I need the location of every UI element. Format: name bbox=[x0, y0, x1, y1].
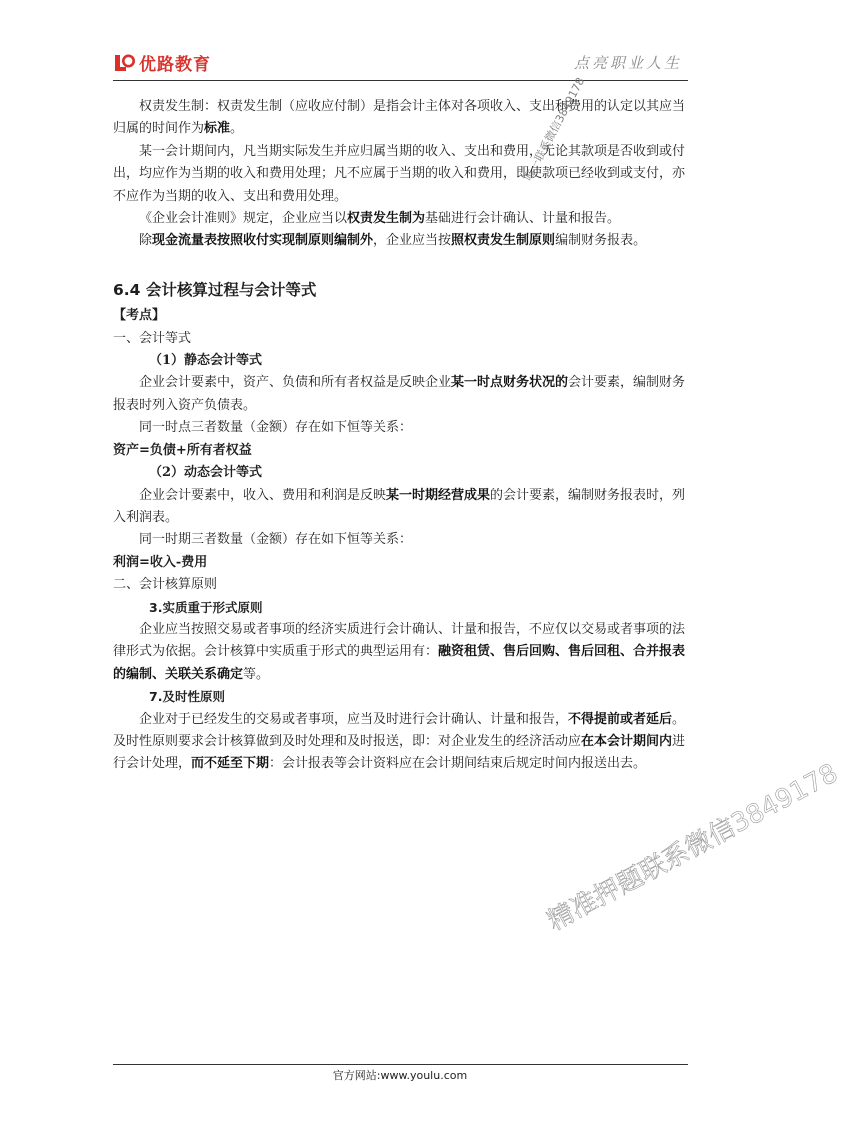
kaodian-label: 【考点】 bbox=[113, 308, 166, 324]
paragraph-accrual-explanation: 某一会计期间内，凡当期实际发生并应归属当期的收入、支出和费用，无论其款项是否收到或付出，均应作为当期的收入和费用处理；凡不应属于当期的收入和费用，即使款项已经收到或支付，亦不应作为当期的收入、支出和费用处理。 bbox=[113, 143, 686, 204]
equation-static: 资产=负债+所有者权益 bbox=[113, 442, 252, 458]
brand-logo bbox=[113, 50, 211, 75]
heading-accounting-equation: 一、会计等式 bbox=[113, 330, 192, 346]
paragraph-dynamic-relation: 同一时期三者数量（金额）存在如下恒等关系： bbox=[139, 532, 413, 548]
paragraph-static-elements: 企业会计要素中，资产、负债和所有者权益是反映企业某一时点财务状况的会计要素，编制财务报表时列入资产负债表。 bbox=[113, 375, 686, 413]
page-header bbox=[113, 48, 688, 81]
paragraph-accounting-standard: 《企业会计准则》规定，企业应当以权责发生制为基础进行会计确认、计量和报告。 bbox=[139, 211, 621, 227]
paragraph-cash-flow-exception: 除现金流量表按照收付实现制原则编制外，企业应当按照权责发生制原则编制财务报表。 bbox=[139, 233, 647, 249]
heading-static-equation: （1）静态会计等式 bbox=[149, 353, 263, 369]
equation-dynamic: 利润=收入-费用 bbox=[113, 554, 208, 570]
footer-website: 官方网站:www.youlu.com bbox=[332, 1069, 468, 1082]
footer-divider bbox=[113, 1064, 688, 1065]
paragraph-accrual-definition: 权责发生制：权责发生制（应收应付制）是指会计主体对各项收入、支出和费用的认定以其应当归属的时间作为标准。 bbox=[113, 99, 686, 137]
paragraph-substance-over-form: 企业应当按照交易或者事项的经济实质进行会计确认、计量和报告，不应仅以交易或者事项的法律形式为依据。会计核算中实质重于形式的典型运用有：融资租赁、售后回购、售后回租、合并报表的编制、关联关系确定等。 bbox=[113, 621, 686, 682]
heading-dynamic-equation: （2）动态会计等式 bbox=[149, 465, 263, 481]
paragraph-dynamic-elements: 企业会计要素中，收入、费用和利润是反映某一时期经营成果的会计要素，编制财务报表时，列入利润表。 bbox=[113, 487, 686, 525]
heading-timeliness: 7.及时性原则 bbox=[149, 689, 225, 705]
section-title: 6.4 会计核算过程与会计等式 bbox=[113, 280, 317, 299]
heading-substance-over-form: 3.实质重于形式原则 bbox=[149, 599, 263, 615]
brand-name: 优路教育 bbox=[139, 55, 211, 75]
watermark-small: 唯一联系微信3849178 bbox=[521, 75, 588, 184]
document-body bbox=[113, 96, 689, 776]
heading-accounting-principles: 二、会计核算原则 bbox=[113, 577, 218, 593]
paragraph-static-relation: 同一时点三者数量（金额）存在如下恒等关系： bbox=[139, 420, 413, 436]
watermark-large: 精准押题联系微信3849178 bbox=[542, 758, 843, 937]
brand-slogan: 点亮职业人生 bbox=[573, 54, 682, 72]
paragraph-timeliness: 企业对于已经发生的交易或者事项，应当及时进行会计确认、计量和报告，不得提前或者延后。及时性原则要求会计核算做到及时处理和及时报送，即：对企业发生的经济活动应在本会计期间内进行会计处理，而不延至下期：会计报表等会计资料应在会计期间结束后规定时间内报送出去。 bbox=[113, 711, 686, 772]
youlu-logo-icon bbox=[113, 52, 135, 74]
